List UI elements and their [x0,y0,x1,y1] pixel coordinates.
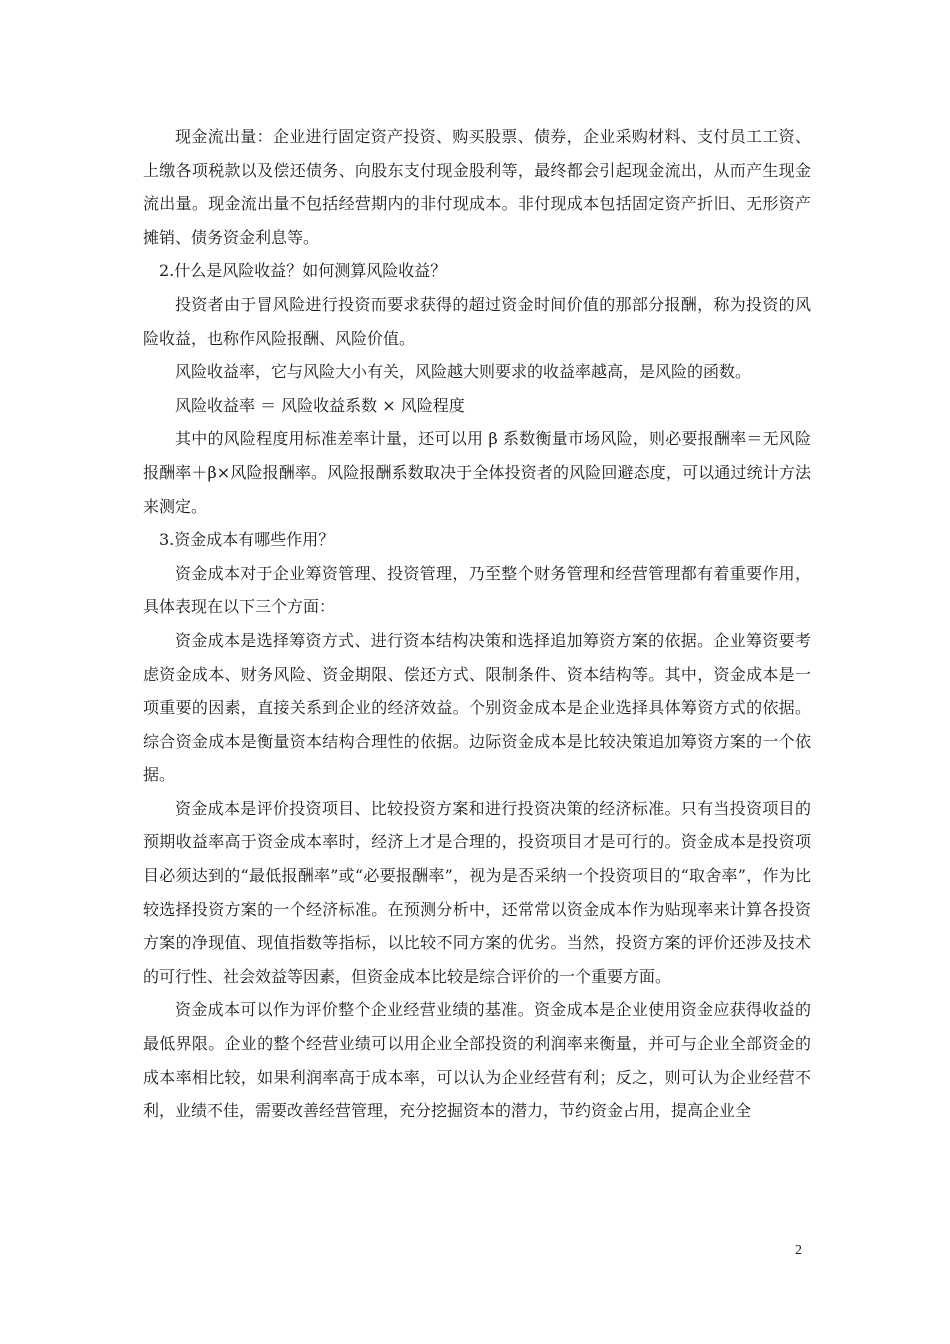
formula-risk-return: 风险收益率 ＝ 风险收益系数 × 风险程度 [175,395,465,415]
document-body [143,120,811,1128]
paragraph-capital-cost-financing: 资金成本是选择筹资方式、进行资本结构决策和选择追加筹资方案的依据。企业筹资要考虑资金成本、财务风险、资金期限、偿还方式、限制条件、资本结构等。其中，资金成本是一项重要的因素，直接关系到企业的经济效益。个别资金成本是企业选择具体筹资方式的依据。综合资金成本是衡量资本结构合理性的依据。边际资金成本是比较决策追加筹资方案的一个依据。 [143,630,811,785]
paragraph-risk-return-rate: 风险收益率，它与风险大小有关，风险越大则要求的收益率越高，是风险的函数。 [175,362,752,382]
paragraph-risk-return-definition: 投资者由于冒风险进行投资而要求获得的超过资金时间价值的那部分报酬，称为投资的风险收益，也称作风险报酬、风险价值。 [143,294,811,348]
question-2-heading: 2.什么是风险收益？如何测算风险收益？ [159,261,447,281]
paragraph-risk-measure: 其中的风险程度用标准差率计量，还可以用 β 系数衡量市场风险，则必要报酬率＝无风险报酬率＋β×风险报酬率。风险报酬系数取决于全体投资者的风险回避态度，可以通过统计方法来测定。 [143,429,811,516]
paragraph-cash-outflow: 现金流出量：企业进行固定资产投资、购买股票、债券，企业采购材料、支付员工工资、上缴各项税款以及偿还债务、向股东支付现金股利等，最终都会引起现金流出，从而产生现金流出量。现金流出量不包括经营期内的非付现成本。非付现成本包括固定资产折旧、无形资产摊销、债务资金利息等。 [143,127,811,247]
paragraph-capital-cost-investment: 资金成本是评价投资项目、比较投资方案和进行投资决策的经济标准。只有当投资项目的预期收益率高于资金成本率时，经济上才是合理的，投资项目才是可行的。资金成本是投资项目必须达到的“最低报酬率”或“必要报酬率”，视为是否采纳一个投资项目的“取舍率”，作为比较选择投资方案的一个经济标准。在预测分析中，还常常以资金成本作为贴现率来计算各投资方案的净现值、现值指数等指标，以比较不同方案的优劣。当然，投资方案的评价还涉及技术的可行性、社会效益等因素，但资金成本比较是综合评价的一个重要方面。 [143,798,811,986]
question-3-heading: 3.资金成本有哪些作用？ [159,530,335,550]
paragraph-capital-cost-performance: 资金成本可以作为评价整个企业经营业绩的基准。资金成本是企业使用资金应获得收益的最低界限。企业的整个经营业绩可以用企业全部投资的利润率来衡量，并可与企业全部资金的成本率相比较，如果利润率高于成本率，可以认为企业经营有利；反之，则可认为企业经营不利，业绩不佳，需要改善经营管理，充分挖掘资本的潜力，节约资金占用，提高企业全 [143,1000,811,1121]
paragraph-capital-cost-intro: 资金成本对于企业筹资管理、投资管理，乃至整个财务管理和经营管理都有着重要作用，具体表现在以下三个方面： [143,563,811,617]
page-number: 2 [795,1243,802,1258]
